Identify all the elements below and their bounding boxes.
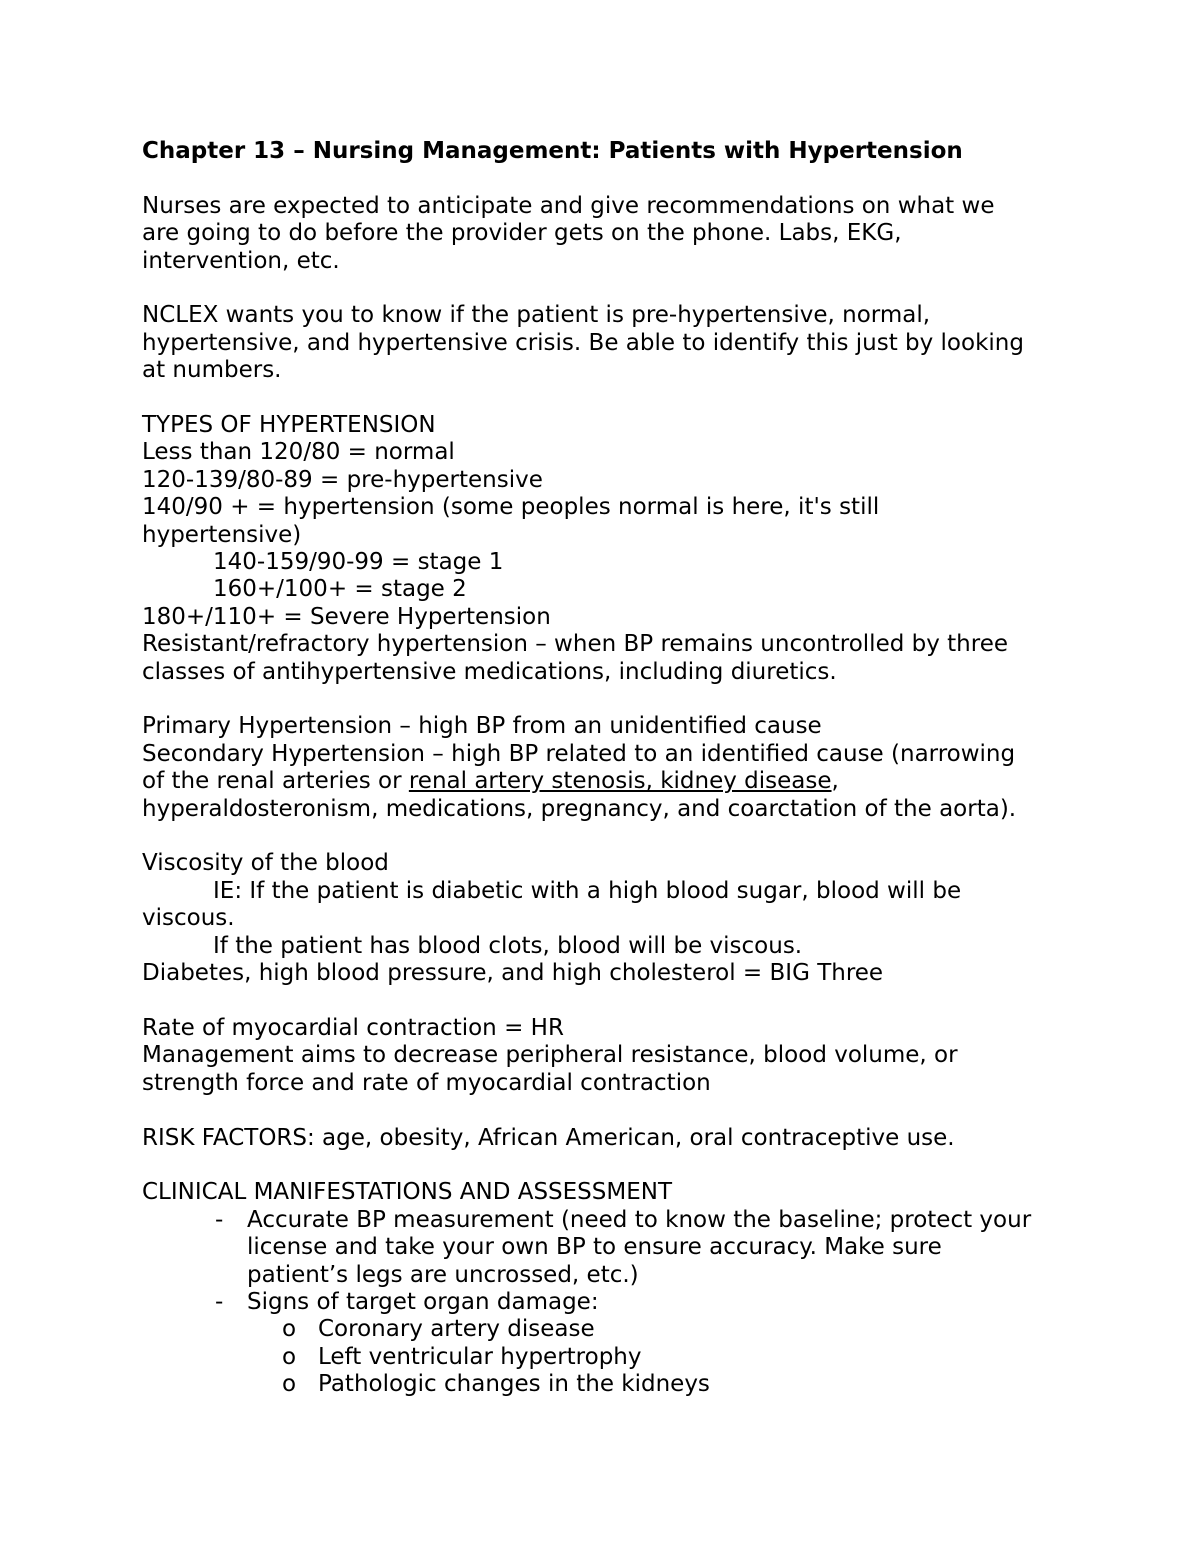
- resistant-hypertension: Resistant/refractory hypertension – when BP remains uncontrolled by three: [142, 631, 1009, 658]
- clinical-section: [142, 1179, 1072, 1398]
- circle-bullet-icon: o: [282, 1316, 297, 1343]
- list-item: [247, 1316, 1072, 1343]
- bp-severe: 180+/110+ = Severe Hypertension: [142, 603, 551, 630]
- resistant-hypertension-cont: classes of antihypertensive medications, including diuretics.: [142, 658, 837, 685]
- spacer: [142, 275, 1072, 302]
- myocardial-rate: Rate of myocardial contraction = HR: [142, 1014, 564, 1041]
- intro-paragraph: [142, 193, 1072, 275]
- secondary-hypertension-cont: [142, 768, 1072, 795]
- bp-pre-hypertensive: 120-139/80-89 = pre-hypertensive: [142, 466, 543, 493]
- secondary-hypertension-cont: hyperaldosteronism, medications, pregnancy, and coarctation of the aorta).: [142, 795, 1017, 822]
- bp-hypertension-cont: hypertensive): [142, 521, 302, 548]
- spacer: [142, 385, 1072, 412]
- secondary-hypertension: Secondary Hypertension – high BP related to an identified cause (narrowing: [142, 740, 1016, 767]
- types-section: [142, 412, 1072, 686]
- myocardial-section: [142, 1015, 1072, 1097]
- text-span: of the renal arteries or: [142, 768, 409, 795]
- intro-line: are going to do before the provider gets on the phone. Labs, EKG,: [142, 220, 902, 247]
- viscosity-section: [142, 850, 1072, 987]
- bp-stage-1: 140-159/90-99 = stage 1: [213, 549, 504, 576]
- primary-hypertension: Primary Hypertension – high BP from an unidentified cause: [142, 713, 822, 740]
- clinical-list: [142, 1207, 1072, 1399]
- types-heading: TYPES OF HYPERTENSION: [142, 412, 436, 439]
- risk-factors: RISK FACTORS: age, obesity, African American, oral contraceptive use.: [142, 1124, 955, 1151]
- circle-bullet-icon: o: [282, 1371, 297, 1398]
- dash-bullet-icon: -: [215, 1206, 224, 1233]
- spacer: [142, 1097, 1072, 1124]
- management-aims-cont: strength force and rate of myocardial contraction: [142, 1069, 711, 1096]
- nclex-paragraph: [142, 302, 1072, 384]
- intro-line: intervention, etc.: [142, 247, 340, 274]
- nclex-line: NCLEX wants you to know if the patient is pre-hypertensive, normal,: [142, 302, 931, 329]
- circle-bullet-icon: o: [282, 1343, 297, 1370]
- bp-measurement-line: Accurate BP measurement (need to know the baseline; protect your: [247, 1206, 1032, 1233]
- spacer: [142, 165, 1072, 192]
- bp-stage-2: 160+/100+ = stage 2: [213, 576, 467, 603]
- document-page: [142, 138, 1072, 1399]
- intro-line: Nurses are expected to anticipate and give recommendations on what we: [142, 192, 995, 219]
- bp-measurement-line: license and take your own BP to ensure accuracy. Make sure: [247, 1234, 942, 1261]
- viscosity-clots: If the patient has blood clots, blood will be viscous.: [213, 932, 803, 959]
- clinical-heading: CLINICAL MANIFESTATIONS AND ASSESSMENT: [142, 1179, 673, 1206]
- organ-damage-list: [247, 1316, 1072, 1398]
- text-span: ,: [831, 768, 839, 795]
- list-item: [142, 1207, 1072, 1289]
- bp-measurement-line: patient’s legs are uncrossed, etc.): [247, 1261, 639, 1288]
- primary-secondary-section: [142, 713, 1072, 823]
- dash-bullet-icon: -: [215, 1288, 224, 1315]
- management-aims: Management aims to decrease peripheral resistance, blood volume, or: [142, 1042, 958, 1069]
- spacer: [142, 823, 1072, 850]
- big-three: Diabetes, high blood pressure, and high cholesterol = BIG Three: [142, 960, 884, 987]
- organ-item: Pathologic changes in the kidneys: [318, 1371, 710, 1398]
- viscosity-heading: Viscosity of the blood: [142, 850, 389, 877]
- bp-normal: Less than 120/80 = normal: [142, 439, 455, 466]
- viscosity-example: IE: If the patient is diabetic with a high blood sugar, blood will be: [213, 877, 962, 904]
- list-item: [247, 1344, 1072, 1371]
- nclex-line: at numbers.: [142, 357, 282, 384]
- list-item: [247, 1371, 1072, 1398]
- spacer: [142, 988, 1072, 1015]
- bp-hypertension: 140/90 + = hypertension (some peoples normal is here, it's still: [142, 494, 880, 521]
- underlined-text: renal artery stenosis, kidney disease: [408, 768, 832, 795]
- spacer: [142, 1152, 1072, 1179]
- nclex-line: hypertensive, and hypertensive crisis. Be able to identify this just by looking: [142, 329, 1024, 356]
- viscosity-example-cont: viscous.: [142, 905, 235, 932]
- target-organ-damage: Signs of target organ damage:: [247, 1288, 599, 1315]
- spacer: [142, 686, 1072, 713]
- organ-item: Left ventricular hypertrophy: [318, 1343, 642, 1370]
- list-item: [142, 1289, 1072, 1399]
- organ-item: Coronary artery disease: [318, 1316, 595, 1343]
- chapter-title: Chapter 13 – Nursing Management: Patients with Hypertension: [142, 138, 963, 164]
